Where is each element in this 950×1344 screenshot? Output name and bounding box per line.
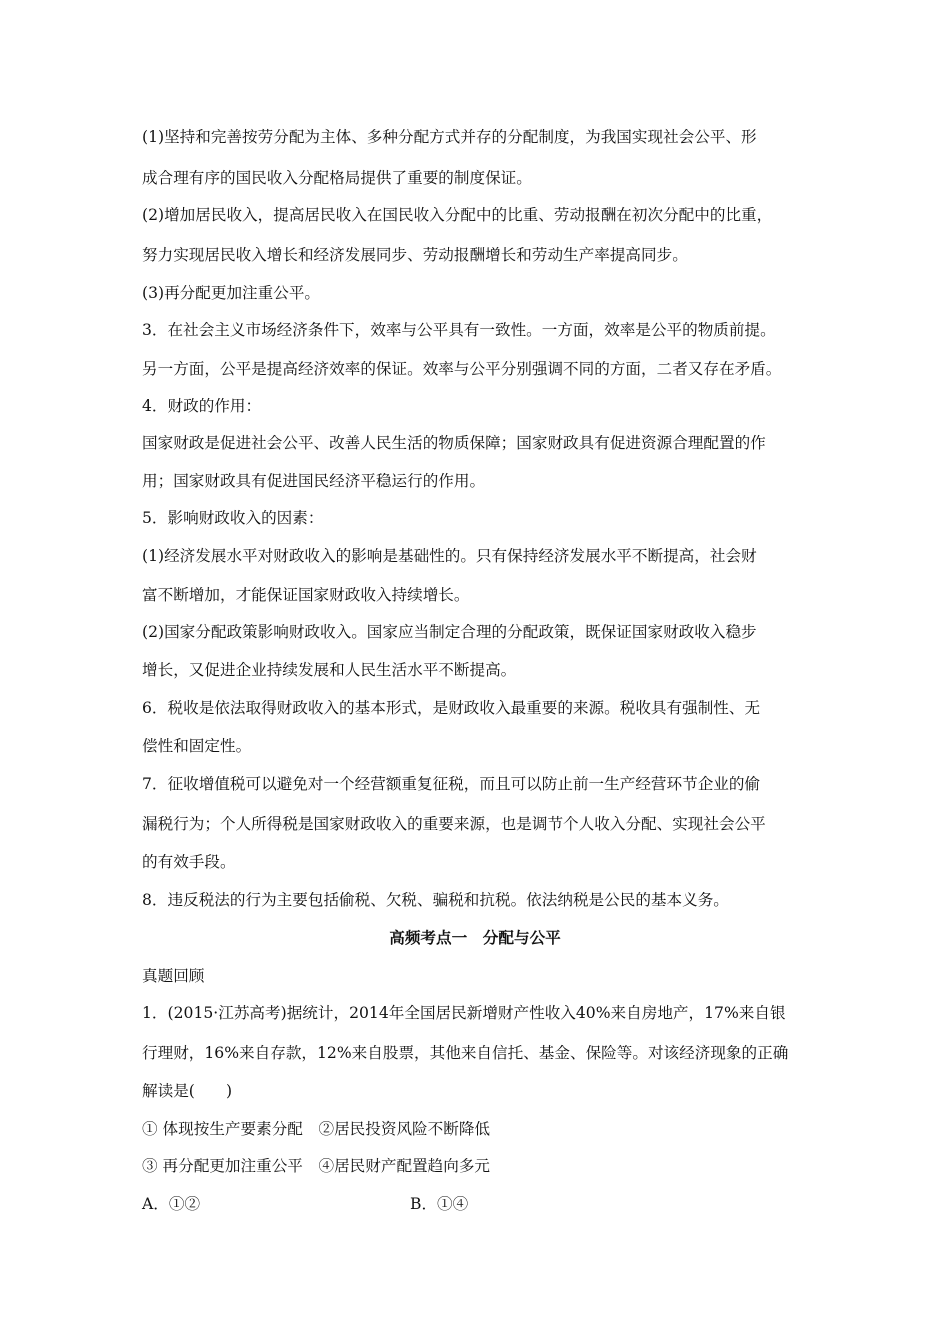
- text-line: 富不断增加，才能保证国家财政收入持续增长。: [142, 586, 470, 604]
- text-line: 6．税收是依法取得财政收入的基本形式，是财政收入最重要的来源。税收具有强制性、无: [142, 699, 761, 717]
- text-line: 用；国家财政具有促进国民经济平稳运行的作用。: [142, 472, 486, 490]
- text-line: (1)坚持和完善按劳分配为主体、多种分配方式并存的分配制度，为我国实现社会公平、形: [142, 128, 757, 146]
- section-subheading: 真题回顾: [142, 967, 205, 985]
- text-line: 3．在社会主义市场经济条件下，效率与公平具有一致性。一方面，效率是公平的物质前提。: [142, 321, 776, 339]
- text-line: 另一方面，公平是提高经济效率的保证。效率与公平分别强调不同的方面，二者又存在矛盾。: [142, 360, 782, 378]
- question-line: 解读是( ): [142, 1082, 233, 1100]
- question-statement: ③ 再分配更加注重公平 ④居民财产配置趋向多元: [142, 1157, 491, 1175]
- question-statement: ① 体现按生产要素分配 ②居民投资风险不断降低: [142, 1120, 491, 1138]
- text-line: 国家财政是促进社会公平、改善人民生活的物质保障；国家财政具有促进资源合理配置的作: [142, 434, 766, 452]
- text-line: 漏税行为；个人所得税是国家财政收入的重要来源，也是调节个人收入分配、实现社会公平: [142, 815, 766, 833]
- text-line: (3)再分配更加注重公平。: [142, 284, 321, 302]
- text-line: 成合理有序的国民收入分配格局提供了重要的制度保证。: [142, 169, 532, 187]
- text-line: (2)国家分配政策影响财政收入。国家应当制定合理的分配政策，既保证国家财政收入稳步: [142, 623, 757, 641]
- section-heading: 高频考点一 分配与公平: [389, 929, 561, 947]
- option-a: A．①②: [142, 1195, 201, 1213]
- text-line: 8．违反税法的行为主要包括偷税、欠税、骗税和抗税。依法纳税是公民的基本义务。: [142, 891, 729, 909]
- text-line: 努力实现居民收入增长和经济发展同步、劳动报酬增长和劳动生产率提高同步。: [142, 246, 688, 264]
- text-line: 5．影响财政收入的因素：: [142, 509, 324, 527]
- text-line: 偿性和固定性。: [142, 737, 252, 755]
- text-line: (1)经济发展水平对财政收入的影响是基础性的。只有保持经济发展水平不断提高，社会财: [142, 547, 757, 565]
- text-line: 7．征收增值税可以避免对一个经营额重复征税，而且可以防止前一生产经营环节企业的偷: [142, 775, 761, 793]
- option-b: B．①④: [410, 1195, 469, 1213]
- question-line: 行理财，16%来自存款，12%来自股票，其他来自信托、基金、保险等。对该经济现象的正确: [142, 1044, 789, 1062]
- text-line: 4．财政的作用：: [142, 397, 262, 415]
- text-line: 增长，又促进企业持续发展和人民生活水平不断提高。: [142, 661, 517, 679]
- text-line: 的有效手段。: [142, 853, 236, 871]
- text-line: (2)增加居民收入，提高居民收入在国民收入分配中的比重、劳动报酬在初次分配中的比重，: [142, 206, 773, 224]
- question-line: 1．(2015·江苏高考)据统计，2014年全国居民新增财产性收入40%来自房地产，17%来自银: [142, 1004, 786, 1022]
